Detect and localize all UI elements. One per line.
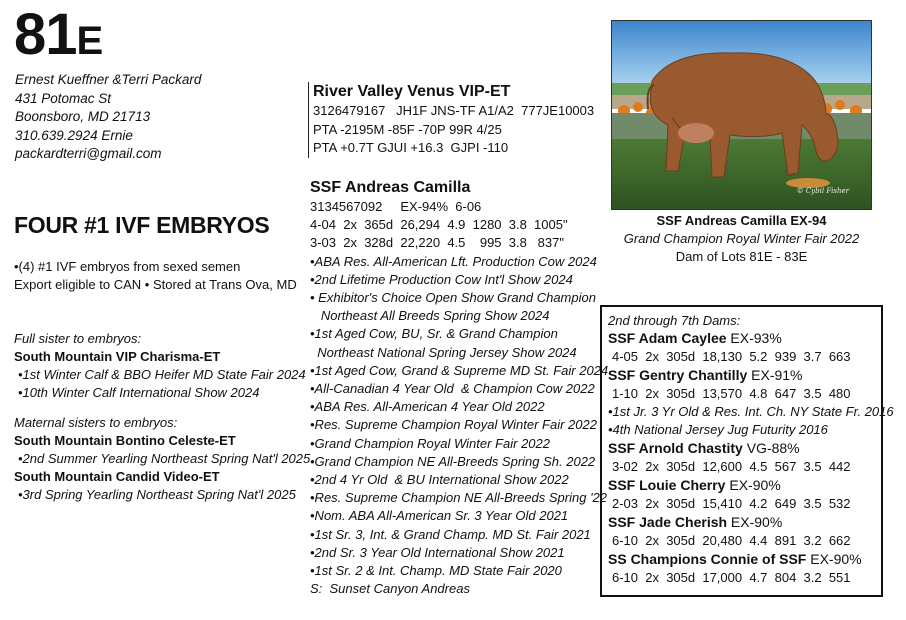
consignor-contact [15, 71, 201, 164]
dam-block [310, 178, 608, 598]
caption-cow-name: SSF Andreas Camilla EX-94 [656, 213, 827, 228]
sire-line: 3126479167 JH1F JNS-TF A1/A2 777JE10003 [313, 103, 595, 118]
dam-honor-item: •Res. Supreme Champion Royal Winter Fair 2022 [310, 417, 597, 433]
consignor-address: 431 Potomac St [15, 90, 112, 106]
dam-honors-list [310, 253, 608, 599]
dam-honor-item: •1st Aged Cow, Grand & Supreme MD St. Fair 2024 [310, 362, 609, 378]
pedigree-dam-name [608, 329, 877, 348]
photo-signature: © Cybil Fisher [796, 187, 849, 195]
pedigree-dam-record: 1-10 2x 305d 13,570 4.8 647 3.5 480 [612, 385, 851, 401]
maternal-sister-name: South Mountain Bontino Celeste-ET [14, 433, 236, 448]
full-sister-honor: •10th Winter Calf International Show 2024 [18, 385, 260, 400]
offering-line-2: Export eligible to CAN • Stored at Trans Ova, MD [14, 277, 297, 292]
pedigree-dam-record: 3-02 2x 305d 12,600 4.5 567 3.5 442 [612, 458, 851, 474]
full-sister-honor: •1st Winter Calf & BBO Heifer MD State Fair 2024 [18, 367, 306, 382]
dam-name: SSF Andreas Camilla [310, 179, 471, 196]
pedigree-dam-name-text: SSF Louie Cherry [608, 477, 726, 493]
pedigree-dam-name [608, 550, 877, 569]
full-sister-section [14, 330, 306, 402]
pedigree-dam-name-text: SSF Gentry Chantilly [608, 367, 748, 383]
cow-photo-image [612, 21, 871, 209]
lot-number [14, 2, 104, 67]
pedigree-dam-score: VG-88% [742, 440, 800, 456]
pedigree-box [600, 305, 894, 597]
sire-line: PTA -2195M -85F -70P 99R 4/25 [313, 121, 502, 137]
pedigree-dam-name-text: SS Champions Connie of SSF [608, 551, 807, 567]
pedigree-dam-name-text: SSF Adam Caylee [608, 330, 727, 346]
pedigree-heading: 2nd through 7th Dams: [608, 313, 741, 328]
pedigree-dam-score: EX-90% [727, 514, 783, 530]
dam-honor-item: •1st Sr. 3, Int. & Grand Champ. MD St. Fair 2021 [310, 526, 591, 542]
dam-honor-item: •Grand Champion NE All-Breeds Spring Sh. 2022 [310, 453, 596, 469]
maternal-sister-honor: •3rd Spring Yearling Northeast Spring Nat'l 2025 [18, 487, 296, 502]
dam-line: 3-03 2x 328d 22,220 4.5 995 3.8 837" [310, 235, 564, 251]
pedigree-dam-honor: •4th National Jersey Jug Futurity 2016 [608, 422, 828, 437]
pedigree-dam-score: EX-90% [725, 477, 781, 493]
dam-line: 4-04 2x 365d 26,294 4.9 1280 3.8 1005" [310, 217, 568, 233]
dam-honor-item: • Exhibitor's Choice Open Show Grand Champion [310, 290, 596, 306]
dam-honor-item: •Nom. ABA All-American Sr. 3 Year Old 2021 [310, 508, 569, 524]
caption-dam-of-lots: Dam of Lots 81E - 83E [675, 249, 808, 264]
consignor-name: Ernest Kueffner &Terri Packard [15, 72, 202, 87]
pedigree-dam-score: EX-90% [806, 551, 862, 567]
pedigree-dam-honor: •1st Jr. 3 Yr Old & Res. Int. Ch. NY State Fr. 2016 [608, 404, 894, 419]
pedigree-dam-name [608, 476, 877, 495]
dam-line: 3134567092 EX-94% 6-06 [310, 199, 482, 214]
lot-number-suffix: E [76, 19, 104, 63]
pedigree-dam-name [608, 513, 877, 532]
consignor-phone: 310.639.2924 Ernie [15, 127, 133, 143]
pedigree-dam-name-text: SSF Arnold Chastity [608, 440, 743, 456]
dam-honor-item: Northeast National Spring Jersey Show 2024 [310, 344, 577, 360]
pedigree-dam-name [608, 366, 877, 385]
dam-honor-item: •Res. Supreme Champion NE All-Breeds Spring '22 [310, 490, 608, 506]
offering-details [14, 258, 297, 294]
dam-honor-item: •1st Sr. 2 & Int. Champ. MD State Fair 2020 [310, 563, 562, 579]
dam-honor-item: •2nd Sr. 3 Year Old International Show 2021 [310, 544, 565, 560]
dam-honor-item: •2nd Lifetime Production Cow Int'l Show 2024 [310, 271, 573, 287]
consignor-email: packardterri@gmail.com [15, 146, 162, 161]
dam-honor-item: Northeast All Breeds Spring Show 2024 [310, 308, 550, 324]
maternal-sisters-heading: Maternal sisters to embryos: [14, 415, 178, 430]
sire-block [308, 82, 594, 158]
maternal-sister-name: South Mountain Candid Video-ET [14, 469, 220, 484]
sire-line: PTA +0.7T GJUI +16.3 GJPI -110 [313, 140, 509, 155]
pedigree-dam-record: 4-05 2x 305d 18,130 5.2 939 3.7 663 [612, 348, 851, 364]
maternal-sister-honor: •2nd Summer Yearling Northeast Spring Nat'l 2025 [18, 451, 311, 466]
dam-honor-item: •Grand Champion Royal Winter Fair 2022 [310, 435, 550, 451]
pedigree-dam-record: 2-03 2x 305d 15,410 4.2 649 3.5 532 [612, 495, 851, 511]
caption-award: Grand Champion Royal Winter Fair 2022 [623, 231, 860, 246]
dam-honor-item: •ABA Res. All-American Lft. Production Cow 2024 [310, 253, 597, 269]
offering-line-1: •(4) #1 IVF embryos from sexed semen [14, 259, 241, 274]
photo-caption [611, 212, 872, 266]
dam-honor-item: S: Sunset Canyon Andreas [310, 581, 470, 597]
lot-headline: FOUR #1 IVF EMBRYOS [14, 212, 270, 238]
full-sister-name: South Mountain VIP Charisma-ET [14, 349, 221, 364]
cow-photo [611, 20, 872, 210]
lot-number-value: 81 [14, 2, 77, 67]
maternal-sisters-section [14, 414, 310, 504]
dam-honor-item: •ABA Res. All-American 4 Year Old 2022 [310, 399, 545, 415]
consignor-city: Boonsboro, MD 21713 [15, 109, 151, 124]
sire-name: River Valley Venus VIP-ET [313, 83, 511, 100]
dam-honor-item: •1st Aged Cow, BU, Sr. & Grand Champion [310, 326, 558, 342]
pedigree-dam-record: 6-10 2x 305d 17,000 4.7 804 3.2 551 [612, 569, 851, 585]
pedigree-dam-name-text: SSF Jade Cherish [608, 514, 728, 530]
dam-honor-item: •All-Canadian 4 Year Old & Champion Cow 2022 [310, 381, 595, 397]
full-sister-heading: Full sister to embryos: [14, 331, 142, 346]
dam-honor-item: •2nd 4 Yr Old & BU International Show 2022 [310, 472, 569, 488]
pedigree-dam-score: EX-93% [726, 330, 782, 346]
pedigree-dam-score: EX-91% [747, 367, 803, 383]
pedigree-dam-name [608, 439, 877, 458]
pedigree-dam-record: 6-10 2x 305d 20,480 4.4 891 3.2 662 [612, 532, 851, 548]
pedigree-content [608, 313, 894, 587]
